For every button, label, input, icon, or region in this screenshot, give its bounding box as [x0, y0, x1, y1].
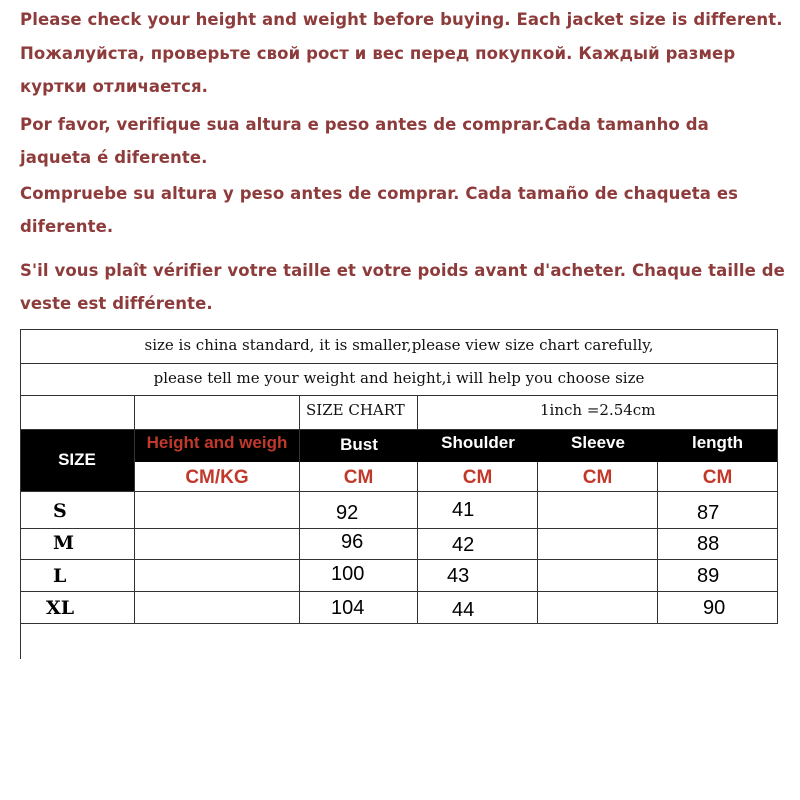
notice-french: S'il vous plaît vérifier votre taille et votre poids avant d'acheter. Chaque taille de veste est différente.: [20, 261, 785, 313]
header-bust: Bust: [340, 435, 378, 454]
help-note-banner: please tell me your weight and height,i will help you choose size: [153, 369, 645, 387]
unit-sleeve: CM: [538, 462, 657, 491]
row-size: L: [53, 565, 67, 587]
row-bust: 104: [331, 597, 365, 619]
row-size: M: [53, 532, 75, 554]
row-bust: 100: [331, 563, 365, 585]
table-border: [20, 623, 778, 624]
table-border: [20, 363, 778, 364]
unit-length: CM: [658, 462, 777, 491]
notice-russian: Пожалуйста, проверьте свой рост и вес перед покупкой. Каждый размер куртки отличается.: [20, 44, 736, 96]
row-length: 87: [697, 502, 720, 524]
unit-height-weight: CM/KG: [135, 462, 299, 491]
header-size: SIZE: [58, 450, 96, 469]
notice-spanish: Compruebe su altura y peso antes de comprar. Cada tamaño de chaqueta es diferente.: [20, 184, 739, 236]
header-length: length: [692, 433, 743, 452]
notice-english: Please check your height and weight before buying. Each jacket size is different.: [20, 10, 783, 29]
row-length: 89: [697, 565, 720, 587]
unit-bust: CM: [300, 462, 417, 491]
size-chart-table: [20, 329, 778, 629]
row-shoulder: 41: [452, 499, 475, 521]
inch-conversion-note: 1inch =2.54cm: [540, 401, 656, 419]
table-border: [20, 329, 778, 330]
row-length: 88: [697, 533, 720, 555]
table-border: [134, 395, 135, 623]
table-border: [299, 395, 300, 623]
row-shoulder: 42: [452, 534, 475, 556]
header-sleeve: Sleeve: [571, 433, 625, 452]
row-bust: 92: [336, 502, 359, 524]
notice-portuguese: Por favor, verifique sua altura e peso antes de comprar.Cada tamanho da jaqueta é diferente.: [20, 115, 709, 167]
table-border: [417, 395, 418, 429]
row-size: S: [53, 500, 67, 522]
row-shoulder: 44: [452, 599, 475, 621]
header-shoulder: Shoulder: [441, 433, 515, 452]
header-height-weight: Height and weigh: [146, 433, 288, 452]
row-length: 90: [703, 597, 726, 619]
size-chart-label: SIZE CHART: [306, 401, 405, 419]
row-size: XL: [46, 597, 75, 619]
size-note-banner: size is china standard, it is smaller,please view size chart carefully,: [144, 336, 654, 354]
unit-shoulder: CM: [418, 462, 537, 491]
row-shoulder: 43: [447, 565, 470, 587]
row-bust: 96: [341, 531, 364, 553]
